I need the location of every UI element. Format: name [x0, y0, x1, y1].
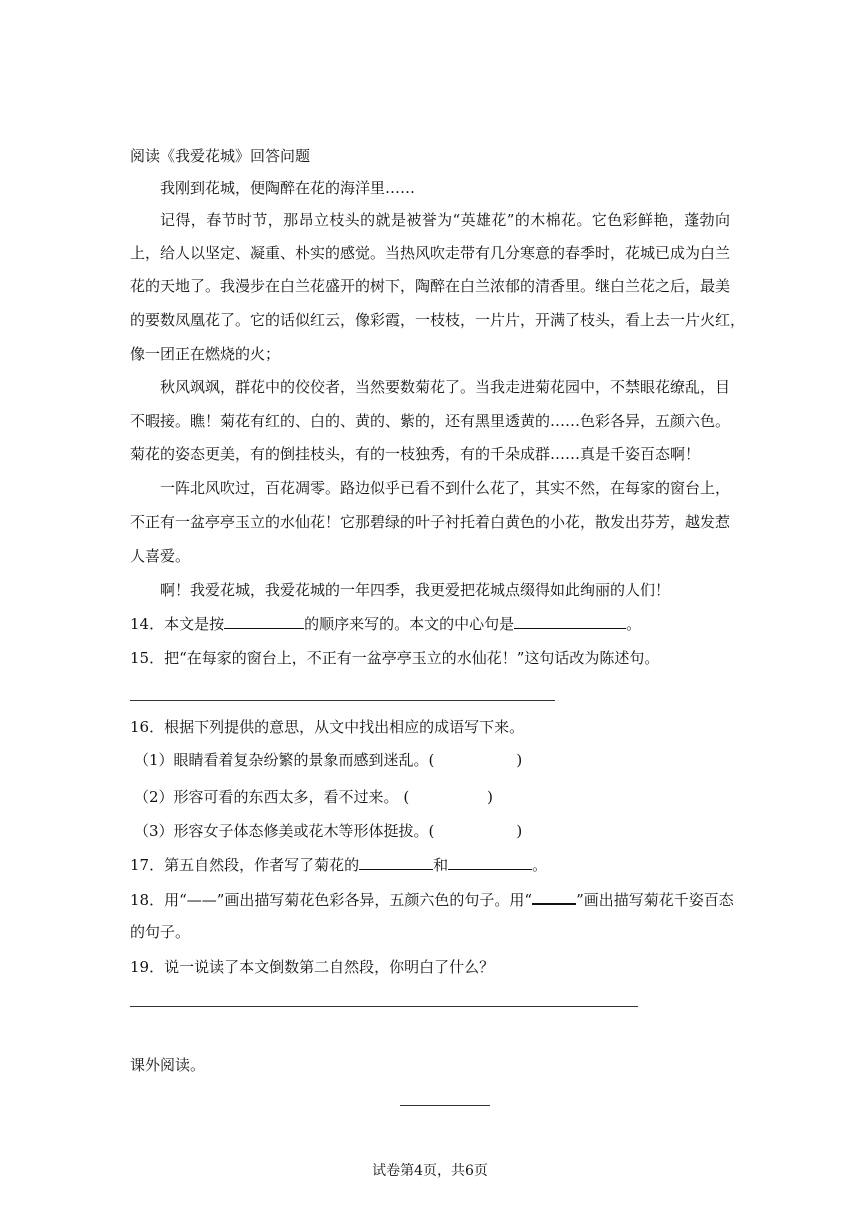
passage-line: 像一团正在燃烧的火； — [130, 345, 281, 363]
answer-blank[interactable] — [359, 855, 433, 870]
passage-line: 不暇接。瞧！菊花有红的、白的、黄的、紫的，还有黑里透黄的……色彩各异，五颜六色。 — [130, 412, 731, 430]
extra-reading-title: 课外阅读。 — [130, 1056, 206, 1074]
answer-line[interactable] — [130, 700, 555, 701]
page-footer: 试卷第4页，共6页 — [372, 1163, 488, 1179]
answer-line[interactable] — [130, 1006, 638, 1007]
passage-line: 记得，春节时节，那昂立枝头的就是被誉为“英雄花”的木棉花。它色彩鲜艳，蓬勃向 — [160, 211, 730, 229]
passage-line: 菊花的姿态更美，有的倒挂枝头，有的一枝独秀，有的千朵成群……真是千姿百态啊！ — [130, 445, 701, 463]
question-16-1: （1）眼睛看着复杂纷繁的景象而感到迷乱。( ) — [134, 751, 523, 769]
answer-blank[interactable] — [224, 614, 304, 629]
question-15: 15．把“在每家的窗台上，不正有一盆亭亭玉立的水仙花！”这句话改为陈述句。 — [130, 649, 660, 667]
passage-line: 上，给人以坚定、凝重、朴实的感觉。当热风吹走带有几分寒意的春季时，花城已成为白兰 — [130, 244, 731, 262]
passage-line: 人喜爱。 — [130, 547, 191, 565]
passage-line: 的要数凤凰花了。它的话似红云，像彩霞，一枝枝，一片片，开满了枝头，看上去一片火红， — [130, 311, 746, 329]
question-16: 16．根据下列提供的意思，从文中找出相应的成语写下来。 — [130, 718, 525, 736]
question-18: 18．用“——”画出描写菊花色彩各异，五颜六色的句子。用“ ”画出描写菊花千姿百态 — [130, 891, 734, 909]
answer-blank[interactable] — [448, 855, 532, 870]
question-17: 17．第五自然段，作者写了菊花的 和 。 — [130, 856, 548, 874]
question-16-2: （2）形容可看的东西太多，看不过来。 ( ) — [134, 788, 494, 806]
section-title: 阅读《我爱花城》回答问题 — [130, 147, 311, 165]
passage-line: 秋风飒飒，群花中的佼佼者，当然要数菊花了。当我走进菊花园中，不禁眼花缭乱，目 — [160, 378, 731, 396]
wavy-line-marker — [532, 889, 576, 905]
passage-line: 不正有一盆亭亭玉立的水仙花！它那碧绿的叶子衬托着白黄色的小花，散发出芬芳，越发惹 — [130, 513, 731, 531]
question-16-3: （3）形容女子体态修美或花木等形体挺拔。( ) — [134, 822, 523, 840]
passage-paragraph-1: 我刚到花城，便陶醉在花的海洋里…… — [160, 179, 416, 197]
passage-paragraph-5: 啊！我爱花城，我爱花城的一年四季，我更爱把花城点缀得如此绚丽的人们！ — [160, 581, 671, 599]
divider — [400, 1105, 490, 1106]
question-14: 14．本文是按 的顺序来写的。本文的中心句是 。 — [130, 615, 642, 633]
question-18-cont: 的句子。 — [130, 923, 191, 941]
passage-line: 花的天地了。我漫步在白兰花盛开的树下，陶醉在白兰浓郁的清香里。继白兰花之后，最美 — [130, 277, 731, 295]
answer-blank[interactable] — [514, 614, 626, 629]
question-19: 19．说一说读了本文倒数第二自然段，你明白了什么？ — [130, 958, 495, 976]
passage-line: 一阵北风吹过，百花凋零。路边似乎已看不到什么花了，其实不然，在每家的窗台上， — [160, 479, 731, 497]
